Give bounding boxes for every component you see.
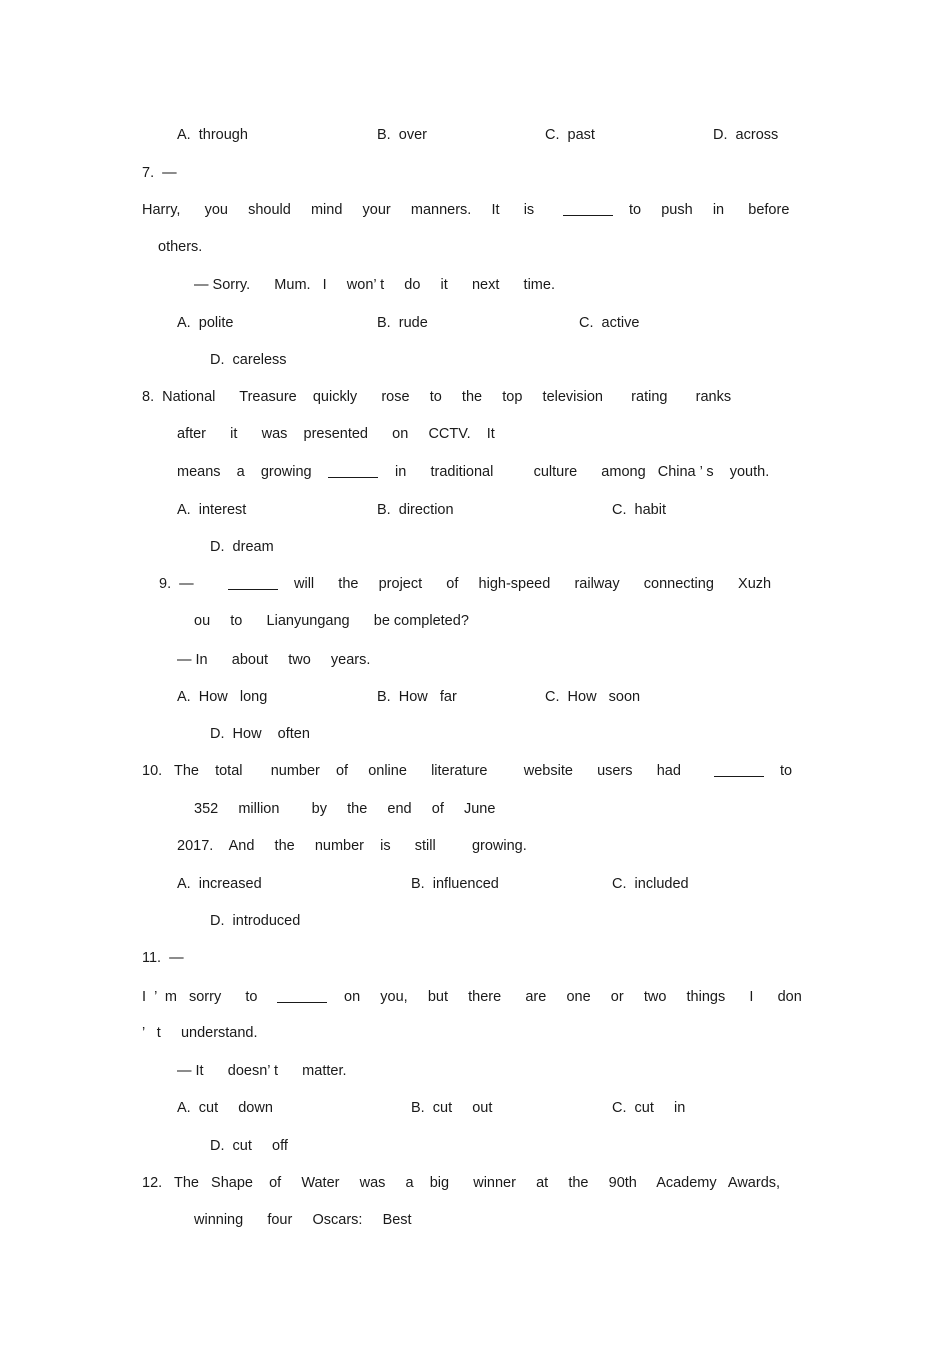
answer-blank (228, 575, 278, 590)
option-b: B. cut out (411, 1100, 493, 1116)
option-b: B. influenced (411, 876, 499, 892)
option-d: D. cut off (210, 1138, 288, 1154)
answer-blank (277, 988, 327, 1003)
question-text: 10. The total number of online literature website users had (142, 763, 681, 779)
option-d: D. How often (210, 726, 310, 742)
option-c: C. active (579, 315, 640, 331)
option-b: B. How far (377, 689, 457, 705)
option-a: A. interest (177, 502, 247, 518)
question-text: to (780, 763, 793, 779)
question-text: in traditional culture among China ’ s youth. (395, 464, 770, 480)
question-number: 9. — (159, 576, 194, 592)
option-a: A. polite (177, 315, 234, 331)
question-text: 12. The Shape of Water was a big winner at the 90th Academy Awards, (142, 1175, 781, 1191)
dialogue-reply: — Sorry. Mum. I won’ t do it next time. (194, 277, 555, 293)
answer-blank (714, 762, 764, 777)
question-text: 352 million by the end of June (194, 801, 496, 817)
question-text: means a growing (177, 464, 312, 480)
option-d: D. across (713, 127, 779, 143)
option-c: C. past (545, 127, 595, 143)
question-number: 7. — (142, 165, 177, 181)
option-a: A. cut down (177, 1100, 273, 1116)
question-text: Harry, you should mind your manners. It is (142, 202, 535, 218)
option-d: D. introduced (210, 913, 301, 929)
question-text: to push in before (629, 202, 790, 218)
question-text: after it was presented on CCTV. It (177, 426, 495, 442)
option-a: A. through (177, 127, 248, 143)
option-c: C. How soon (545, 689, 641, 705)
question-text: winning four Oscars: Best (194, 1212, 412, 1228)
question-text: others. (158, 239, 203, 255)
option-b: B. rude (377, 315, 428, 331)
option-b: B. over (377, 127, 427, 143)
answer-blank (563, 201, 613, 216)
option-d: D. careless (210, 352, 287, 368)
question-text: ou to Lianyungang be completed? (194, 613, 469, 629)
option-c: C. habit (612, 502, 666, 518)
question-text: I ’ m sorry to (142, 989, 258, 1005)
option-a: A. increased (177, 876, 262, 892)
question-text: will the project of high-speed railway connecting Xuzh (294, 576, 772, 592)
question-text: on you, but there are one or two things I don (344, 989, 802, 1005)
dialogue-reply: — In about two years. (177, 652, 371, 668)
option-c: C. included (612, 876, 689, 892)
answer-blank (328, 463, 378, 478)
option-d: D. dream (210, 539, 274, 555)
question-text: 8. National Treasure quickly rose to the top television rating ranks (142, 389, 732, 405)
option-a: A. How long (177, 689, 268, 705)
option-c: C. cut in (612, 1100, 686, 1116)
option-b: B. direction (377, 502, 454, 518)
question-text: 2017. And the number is still growing. (177, 838, 527, 854)
question-text: ’ t understand. (142, 1025, 258, 1041)
dialogue-reply: — It doesn’ t matter. (177, 1063, 347, 1079)
question-number: 11. — (142, 950, 184, 966)
